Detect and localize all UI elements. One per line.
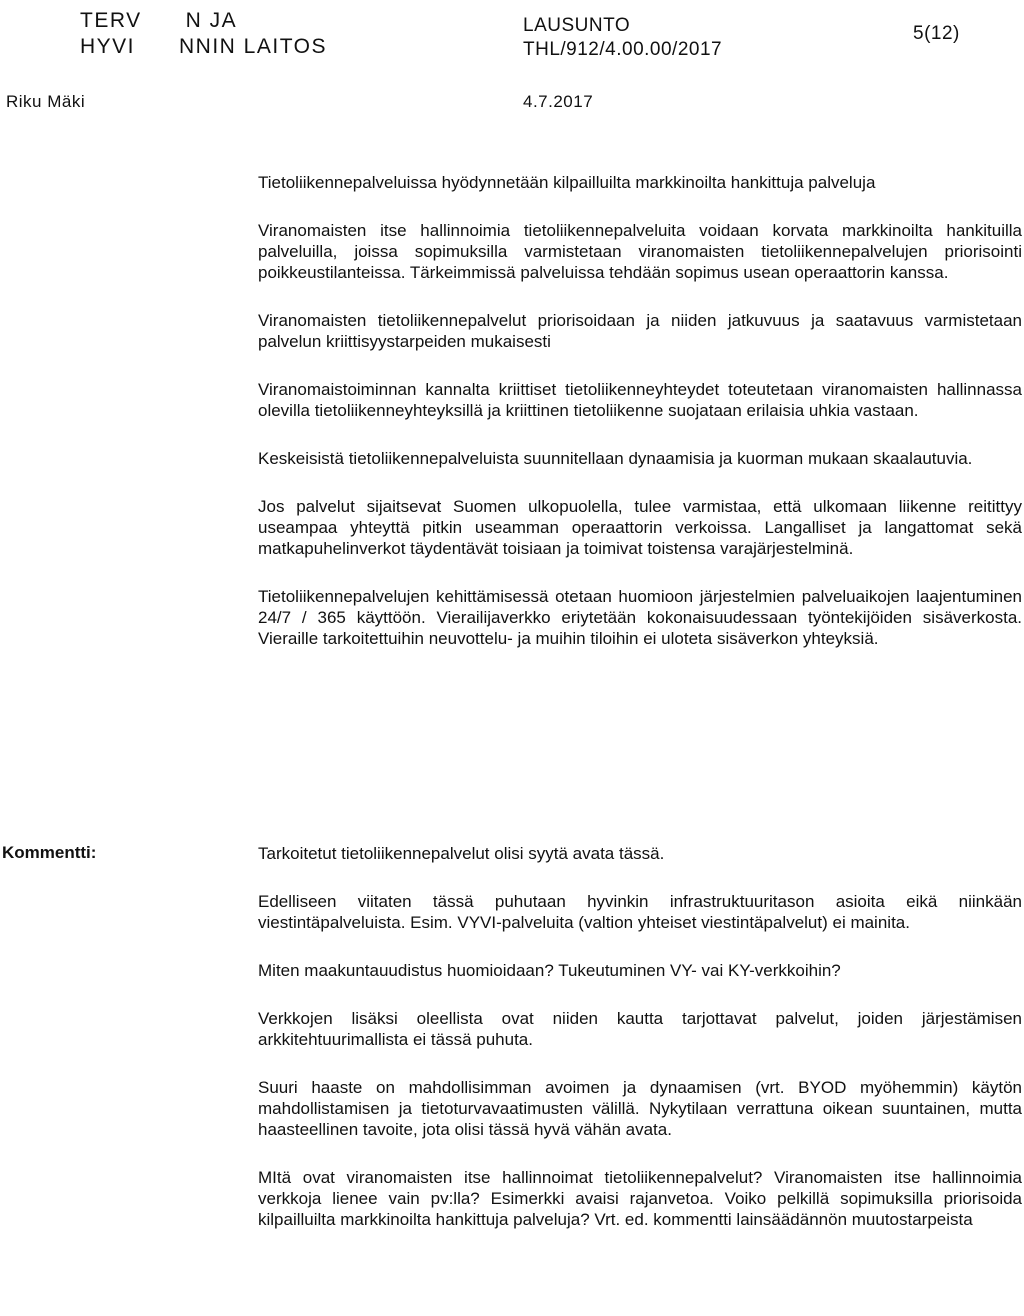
comment-paragraph: Miten maakuntauudistus huomioidaan? Tukeutuminen VY- vai KY-verkkoihin? [258,961,841,980]
comment-paragraph: Tarkoitetut tietoliikennepalvelut olisi syytä avata tässä. [258,844,665,863]
organization-name-line-1: TERV N JA [80,9,238,32]
page-number: 5(12) [913,23,960,44]
statement-paragraph: Jos palvelut sijaitsevat Suomen ulkopuolella, tulee varmistaa, että ulkomaan liikenne reitittyy useampaa yhteyttä pitkin useamman operaattorin verkoissa. Langalliset ja langattomat sekä matkapuhelinverkot täydentävät toisiaan ja toimivat toistensa varajärjestelminä. [258,497,1022,558]
comment-paragraph: Verkkojen lisäksi oleellista ovat niiden kautta tarjottavat palvelut, joiden järjestämisen arkkitehtuurimallista ei tässä puhuta. [258,1009,1022,1049]
comment-paragraph: Edelliseen viitaten tässä puhutaan hyvinkin infrastruktuuritason asioita eikä niinkään viestintäpalveluista. Esim. VYVI-palveluita (valtion yhteiset viestintäpalvelut) ei mainita. [258,892,1022,932]
statement-paragraph: Viranomaistoiminnan kannalta kriittiset tietoliikenneyhteydet toteutetaan viranomaisten hallinnassa olevilla tietoliikenneyhteyksillä ja kriittinen tietoliikenne suojataan erilaisia uhkia vastaan. [258,380,1022,420]
statement-paragraph: Keskeisistä tietoliikennepalveluista suunnitellaan dynaamisia ja kuorman mukaan skaalautuvia. [258,449,973,468]
document-reference: THL/912/4.00.00/2017 [523,39,723,60]
comment-label: Kommentti: [2,843,97,862]
comment-paragraph: Suuri haaste on mahdollisimman avoimen ja dynaamisen (vrt. BYOD myöhemmin) käytön mahdollistamisen ja tietoturvavaatimusten välillä. Nykytilaan verrattuna oikean suuntainen, mutta haasteellinen tavoite, jota olisi tässä hyvä vähän avata. [258,1078,1022,1139]
comment-paragraph: MItä ovat viranomaisten itse hallinnoimat tietoliikennepalvelut? Viranomaisten itse hallinnoimia verkkoja lienee vain pv:lla? Esimerkki avaisi rajanvetoa. Voiko pelkillä sopimuksilla priorisoida kilpailluilta markkinoilta hankittuja palveluja? Vrt. ed. kommentti lainsäädännön muutostarpeista [258,1168,1022,1229]
statement-paragraph: Tietoliikennepalvelujen kehittämisessä otetaan huomioon järjestelmien palveluaikojen laajentuminen 24/7 / 365 käyttöön. Vierailijaverkko eriytetään kokonaisuudessaan työntekijöiden sisäverkosta. Vieraille tarkoitettuihin neuvottelu- ja muihin tiloihin ei uloteta sisäverkon yhteyksiä. [258,587,1022,648]
organization-name [80,8,327,60]
author-name: Riku Mäki [6,92,86,111]
statement-paragraph: Tietoliikennepalveluissa hyödynnetään kilpailluilta markkinoilta hankittuja palveluja [258,173,876,192]
organization-name-line-2: HYVI NNIN LAITOS [80,35,327,58]
comment-body [258,843,1022,1257]
document-type: LAUSUNTO [523,15,631,36]
statement-paragraph: Viranomaisten tietoliikennepalvelut priorisoidaan ja niiden jatkuvuus ja saatavuus varmistetaan palvelun kriittisyystarpeiden mukaisesti [258,311,1022,351]
statement-paragraph: Viranomaisten itse hallinnoimia tietoliikennepalveluita voidaan korvata markkinoilta hankituilla palveluilla, joissa sopimuksilla varmistetaan viranomaisten tietoliikennepalvelujen priorisointi poikkeustilanteissa. Tärkeimmissä palveluissa tehdään sopimus usean operaattorin kanssa. [258,221,1022,282]
statement-body [258,172,1022,676]
document-date: 4.7.2017 [523,92,594,111]
